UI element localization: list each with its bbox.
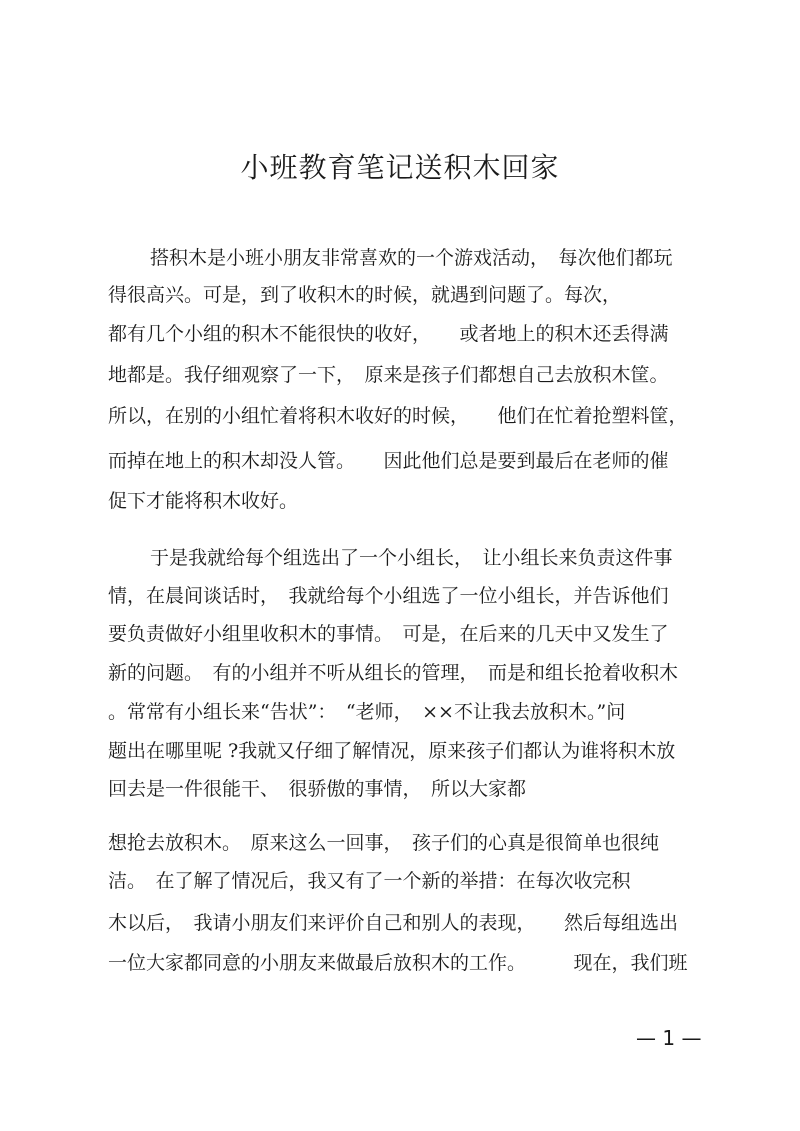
text-line: 而掉在地上的积木却没人管。 因此他们总是要到最后在老师的催 (108, 450, 669, 472)
text-line: 情，在晨间谈话时， 我就给每个小组选了一位小组长，并告诉他们 (108, 585, 669, 607)
document-title: 小班教育笔记送积木回家 (240, 151, 560, 184)
text-line: 于是我就给每个组选出了一个小组长， 让小组长来负责这件事 (150, 547, 673, 569)
page-number: — 1 — (636, 1026, 702, 1050)
text-line: 洁。 在了解了情况后，我又有了一个新的举措：在每次收完积 (108, 870, 631, 892)
text-line: 促下才能将积木收好。 (108, 490, 299, 512)
text-line: 地都是。我仔细观察了一下， 原来是孩子们都想自己去放积木筐。 (108, 364, 669, 386)
text-line: 题出在哪里呢 ?我就又仔细了解情况，原来孩子们都认为谁将积木放 (108, 740, 676, 762)
text-line: 要负责做好小组里收积木的事情。 可是，在后来的几天中又发生了 (108, 623, 669, 645)
text-line: 想抢去放积木。 原来这么一回事， 孩子们的心真是很简单也很纯 (108, 832, 660, 854)
text-line: 。常常有小组长来“告状”： “老师， ××不让我去放积木。”问 (108, 701, 626, 723)
text-line: 都有几个小组的积木不能很快的收好， 或者地上的积木还丢得满 (108, 323, 669, 345)
text-line: 所以，在别的小组忙着将积木收好的时候， 他们在忙着抢塑料筐， (108, 405, 688, 427)
text-line: 搭积木是小班小朋友非常喜欢的一个游戏活动， 每次他们都玩 (150, 247, 673, 269)
text-line: 木以后， 我请小朋友们来评价自己和别人的表现， 然后每组选出 (108, 912, 679, 934)
text-line: 新的问题。 有的小组并不听从组长的管理， 而是和组长抢着收积木 (108, 662, 679, 684)
text-line: 回去是一件很能干、 很骄傲的事情， 所以大家都 (108, 778, 527, 800)
text-line: 一位大家都同意的小朋友来做最后放积木的工作。 现在，我们班 (108, 952, 688, 974)
text-line: 得很高兴。可是，到了收积木的时候，就遇到问题了。每次， (108, 284, 622, 306)
